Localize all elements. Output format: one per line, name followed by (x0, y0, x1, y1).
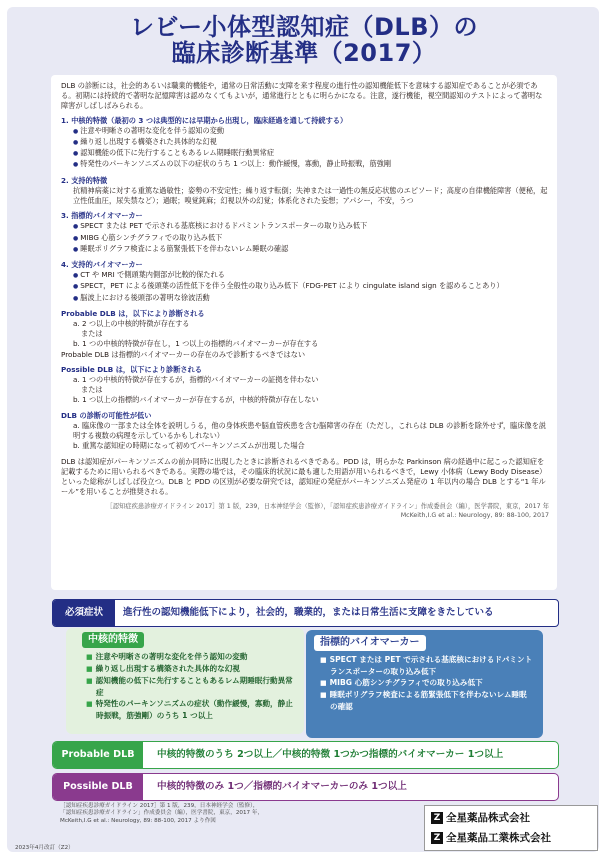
indicative-biomarker-tag: 指標的バイオマーカー (314, 635, 426, 651)
footer-ref-line: 「認知症疾患診療ガイドライン」作成委員会（編），医学書院，東京，2017 年， (60, 810, 264, 817)
probable-criterion-b: b. 1 つの中核的特徴が存在し，1 つ以上の指標的バイオマーカーが存在する (73, 339, 319, 349)
criteria-text-box (51, 75, 557, 590)
zensei-logo-icon: Z (431, 832, 443, 844)
intro-paragraph: DLB の診断には，社会的あるいは職業的機能や，通常の日常活動に支障を来す程度の進行性の認知機能低下を意味する認知症であることが必須である。初期には持続的で著明な記憶障害は認めなくてもよいが，通常進行とともに明らかになる。注意，遂行機能，視空間認知のテストによって著明な障害がしばしばみられる。 (61, 81, 543, 111)
revision-date: 2023年4月改訂（Z2） (15, 845, 74, 851)
probable-dlb-text: 中核的特徴のうち 2つ以上／中核的特徴 1つかつ指標的バイオマーカー 1つ以上 (157, 749, 504, 760)
required-symptom-label: 必須症状 (53, 600, 115, 626)
probable-or: または (81, 329, 103, 339)
probable-dlb-label: Probable DLB (53, 742, 143, 768)
company-name-2-text: 全星薬品工業株式会社 (446, 832, 551, 844)
supportive-biomarker-item: ● 脳波上における後頭部の著明な徐波活動 (61, 293, 549, 304)
company-name-2 (431, 829, 551, 847)
closing-paragraph: DLB は認知症がパーキンソニズムの前か同時に出現したときに診断されるべきである。PDD は，明らかな Parkinson 病の経過中に起こった認知症を記載するために用いられるべきである。実際の場では，その臨床的状況に最も適した用語が用いられるべきで，Lewy 小体病（Lewy Body Disease）といった総称がしばしば役立つ。DLB と PDD の区別が必要な研究では，認知症の発症がパーキンソニズム発症の 1 年以内の場合 DLB とする“1 年ルール”を用いることが推奨される。 (61, 456, 547, 497)
company-name-1 (431, 809, 530, 827)
company-name-1-text: 全星薬品株式会社 (446, 812, 530, 824)
footer-ref-line: McKeith,I.G et al.: Neurology, 89: 88-100, 2017 より作図 (60, 817, 216, 824)
required-symptom-bar (52, 599, 559, 627)
supportive-features-heading: 2. 支持的特徴 (61, 175, 108, 185)
indicative-biomarker-item: ● SPECT または PET で示される基底核におけるドパミントランスポーターの取り込み低下 (61, 221, 549, 232)
reference-2: McKeith,I.G et al.: Neurology, 89: 88-100, 2017 (400, 512, 549, 520)
probable-criterion-a: a. 2 つ以上の中核的特徴が存在する (73, 319, 190, 329)
reference-1: ［認知症疾患診療ガイドライン 2017］第 1 版，239，日本神経学会（監修），「認知症疾患診療ガイドライン」作成委員会（編），医学書院，東京，2017 年 (106, 503, 549, 511)
possible-or: または (81, 385, 103, 395)
company-logo (424, 805, 598, 851)
biomarker-list-item: ■ 睡眠ポリグラフ検査による筋緊張低下を伴わないレム睡眠の確認 (320, 689, 534, 712)
core-features-heading: 1. 中核的特徴（最初の 3 つは典型的には早期から出現し，臨床経過を通して持続する） (61, 115, 348, 125)
indicative-biomarker-item: ● MIBG 心筋シンチグラフィでの取り込み低下 (61, 233, 549, 244)
core-list-item: ■ 認知機能の低下に先行することもあるレム期睡眠行動異常症 (86, 675, 296, 698)
indicative-biomarker-item: ● 睡眠ポリグラフ検査による筋緊張低下を伴わないレム睡眠の確認 (61, 244, 549, 255)
core-list-item: ■ 繰り返し出現する構築された具体的な幻視 (86, 663, 296, 675)
supportive-features-text: 抗精神病薬に対する重篤な過敏性；姿勢の不安定性；繰り返す転倒；失神または一過性の無反応状態のエピソード；高度の自律機能障害（便秘，起立性低血圧，尿失禁など）；過眠；嗅覚鈍麻；幻視以外の幻覚；体系化された妄想；アパシー，不安，うつ (73, 185, 548, 206)
possible-dlb-heading: Possible DLB は，以下により診断される (61, 364, 202, 374)
core-feature-item: ● 繰り返し出現する構築された具体的な幻視 (61, 137, 549, 148)
possible-criterion-a: a. 1 つの中核的特徴が存在するが，指標的バイオマーカーの証拠を伴わない (73, 375, 319, 385)
probable-dlb-heading: Probable DLB は，以下により診断される (61, 308, 205, 318)
less-likely-b: b. 重篤な認知症の時期になって初めてパーキンソニズムが出現した場合 (73, 441, 305, 451)
core-feature-item: ● 特発性のパーキンソニズムの以下の症状のうち 1 つ以上：動作緩慢，寡動，静止時振戦，筋強剛 (61, 159, 549, 170)
title-line-1: レビー小体型認知症（DLB）の (129, 13, 479, 41)
indicative-biomarkers-heading: 3. 指標的バイオマーカー (61, 211, 143, 221)
possible-dlb-row (52, 773, 559, 801)
zensei-logo-icon: Z (431, 812, 443, 824)
required-symptom-text: 進行性の認知機能低下により，社会的，職業的，または日常生活に支障をきたしている (123, 607, 494, 618)
biomarker-list-item: ■ SPECT または PET で示される基底核におけるドパミントランスポーターの取り込み低下 (320, 654, 534, 677)
core-feature-item: ● 認知機能の低下に先行することもあるレム期睡眠行動異常症 (61, 148, 549, 159)
probable-dlb-row (52, 741, 559, 769)
page-title (0, 14, 608, 66)
less-likely-heading: DLB の診断の可能性が低い (61, 410, 152, 420)
possible-dlb-label: Possible DLB (53, 774, 143, 800)
core-feature-item: ● 注意や明晰さの著明な変化を伴う認知の変動 (61, 126, 549, 137)
core-features-list (86, 651, 296, 721)
probable-note: Probable DLB は指標的バイオマーカーの存在のみで診断するべきではない (61, 349, 306, 359)
less-likely-a: a. 臨床像の一部または全体を説明しうる，他の身体疾患や脳血管疾患を含む脳障害の存在（ただし，これらは DLB の診断を除外せず，臨床像を説明する複数の病理を示しているかもしれない） (73, 420, 547, 441)
supportive-biomarker-item: ● CT や MRI で側頭葉内側部が比較的保たれる (61, 270, 549, 281)
criteria-body (61, 81, 549, 520)
supportive-biomarkers-heading: 4. 支持的バイオマーカー (61, 260, 143, 270)
reference-text (61, 502, 549, 520)
title-line-2: 臨床診断基準（2017） (171, 39, 437, 67)
footer-ref-line: ［認知症疾患診療ガイドライン 2017］第 1 版，239，日本神経学会（監修）， (60, 803, 259, 809)
supportive-biomarker-item: ● SPECT，PET による後頭葉の活性低下を伴う全般性の取り込み低下（FDG-PET により cingulate island sign を認めることあり） (61, 281, 549, 292)
biomarker-list-item: ■ MIBG 心筋シンチグラフィでの取り込み低下 (320, 677, 534, 689)
possible-dlb-text: 中核的特徴のみ 1つ／指標的バイオマーカーのみ 1つ以上 (157, 781, 407, 792)
core-features-tag: 中核的特徴 (82, 632, 144, 648)
possible-criterion-b: b. 1 つ以上の指標的バイオマーカーが存在するが，中核的特徴が存在しない (73, 395, 319, 405)
indicative-biomarker-list (320, 654, 534, 712)
footer-reference (60, 803, 320, 825)
core-list-item: ■ 注意や明晰さの著明な変化を伴う認知の変動 (86, 651, 296, 663)
core-list-item: ■ 特発性のパーキンソニズムの症状（動作緩慢，寡動，静止時振戦，筋強剛）のうち 1 つ以上 (86, 698, 296, 721)
